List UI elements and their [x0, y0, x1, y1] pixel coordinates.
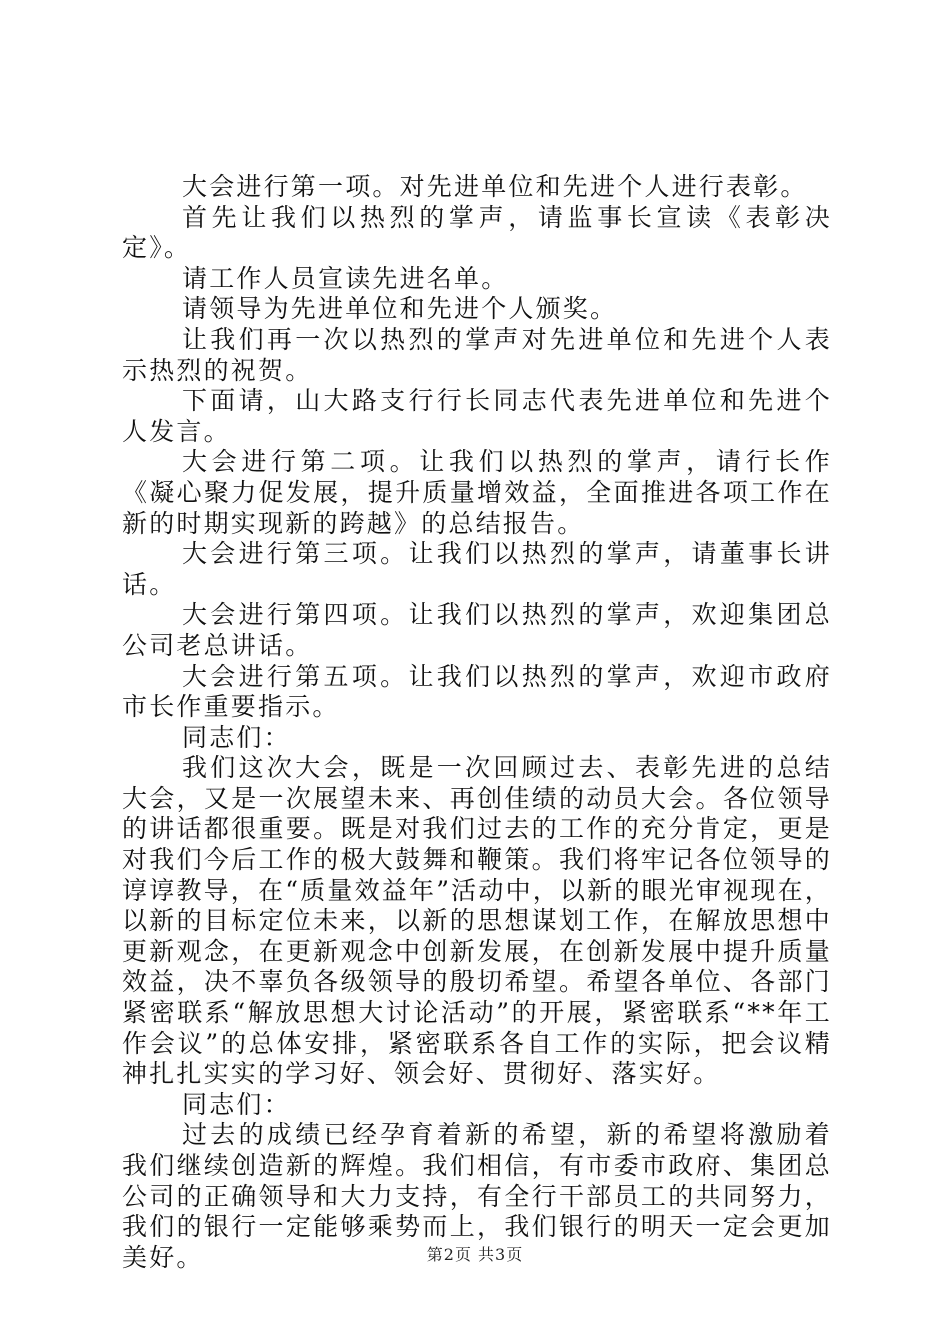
paragraph-5: 让我们再一次以热烈的掌声对先进单位和先进个人表示热烈的祝贺。 [122, 324, 832, 385]
paragraph-3: 请工作人员宣读先进名单。 [182, 263, 509, 293]
paragraph-7: 大会进行第二项。让我们以热烈的掌声，请行长作《凝心聚力促发展，提升质量增效益，全面推进各项工作在新的时期实现新的跨越》的总结报告。 [122, 447, 832, 538]
paragraph-12: 我们这次大会，既是一次回顾过去、表彰先进的总结大会，又是一次展望未来、再创佳绩的动员大会。各位领导的讲话都很重要。既是对我们过去的工作的充分肯定，更是对我们今后工作的极大鼓舞和鞭策。我们将牢记各位领导的谆谆教导，在“质量效益年”活动中，以新的眼光审视现在，以新的目标定位未来，以新的思想谋划工作，在解放思想中更新观念，在更新观念中创新发展，在创新发展中提升质量效益，决不辜负各级领导的殷切希望。希望各单位、各部门紧密联系“解放思想大讨论活动”的开展，紧密联系“**年工作会议”的总体安排，紧密联系各自工作的实际，把会议精神扎扎实实的学习好、领会好、贯彻好、落实好。 [122, 753, 832, 1089]
paragraph-9: 大会进行第四项。让我们以热烈的掌声，欢迎集团总公司老总讲话。 [122, 600, 832, 660]
paragraph-2: 首先让我们以热烈的掌声，请监事长宣读《表彰决定》。 [122, 202, 832, 263]
paragraph-14: 过去的成绩已经孕育着新的希望，新的希望将激励着我们继续创造新的辉煌。我们相信，有市委市政府、集团总公司的正确领导和大力支持，有全行干部员工的共同努力，我们的银行一定能够乘势而上，我们银行的明天一定会更加美好。 [122, 1120, 832, 1272]
paragraph-6: 下面请，山大路支行行长同志代表先进单位和先进个人发言。 [122, 386, 832, 446]
paragraph-10: 大会进行第五项。让我们以热烈的掌声，欢迎市政府市长作重要指示。 [122, 661, 832, 722]
paragraph-8: 大会进行第三项。让我们以热烈的掌声，请董事长讲话。 [122, 539, 832, 599]
salutation-2: 同志们： [182, 1089, 291, 1119]
salutation-1: 同志们： [182, 722, 291, 752]
paragraph-1: 大会进行第一项。对先进单位和先进个人进行表彰。 [182, 172, 808, 201]
document-body [122, 172, 832, 1273]
paragraph-4: 请领导为先进单位和先进个人颁奖。 [182, 294, 618, 324]
page-number-footer: 第2页 共3页 [426, 1245, 524, 1264]
